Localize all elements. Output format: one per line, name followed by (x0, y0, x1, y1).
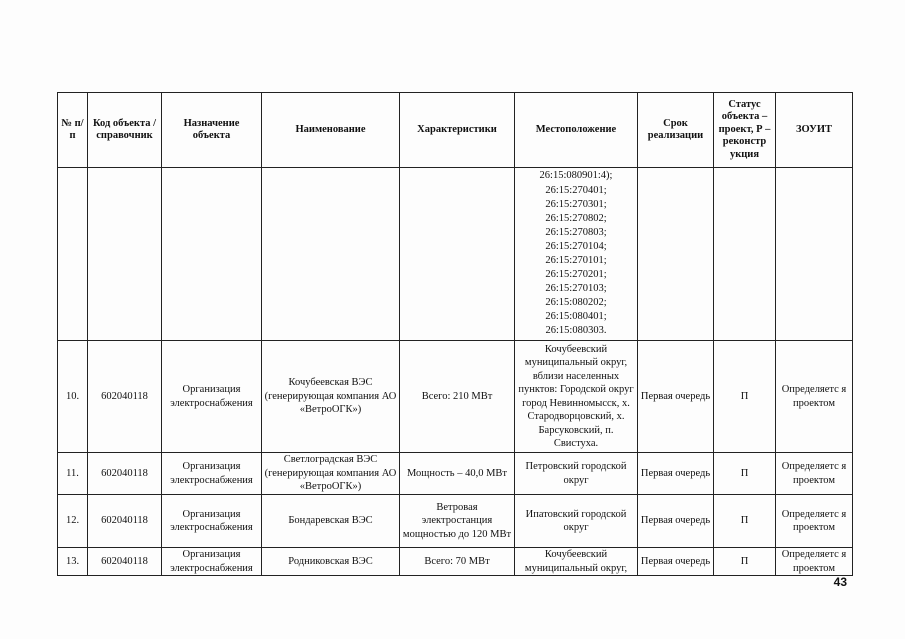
row-number: 13. (58, 548, 88, 576)
header-purpose: Назначение объекта (162, 93, 262, 168)
object-term: Первая очередь (638, 495, 714, 548)
cadastral-number: 26:15:080202; (545, 297, 607, 309)
empty-cell (58, 168, 88, 341)
object-purpose: Организация электроснабжения (162, 453, 262, 495)
row-number: 10. (58, 341, 88, 453)
table-row (58, 548, 853, 576)
cadastral-number: 26:15:270201; (545, 269, 607, 281)
header-zouit: ЗОУИТ (776, 93, 853, 168)
object-status: П (714, 453, 776, 495)
object-zouit: Определяетс я проектом (776, 341, 853, 453)
cadastral-number: 26:15:270101; (545, 255, 607, 266)
object-characteristics: Всего: 70 МВт (400, 548, 515, 576)
empty-cell (638, 168, 714, 341)
object-status: П (714, 495, 776, 548)
object-code: 602040118 (88, 341, 162, 453)
header-characteristics: Характеристики (400, 93, 515, 168)
object-zouit: Определяетс я проектом (776, 548, 853, 576)
cadastral-number: 26:15:080901:4); (539, 170, 613, 182)
objects-table (57, 92, 853, 576)
table-row (58, 453, 853, 495)
continuation-row (58, 168, 853, 341)
object-status: П (714, 341, 776, 453)
cadastral-number: 26:15:270401; (545, 184, 607, 196)
header-location: Местоположение (515, 93, 638, 168)
object-name: Бондаревская ВЭС (262, 495, 400, 548)
object-code: 602040118 (88, 495, 162, 548)
object-characteristics: Ветровая электростанция мощностью до 120 МВт (400, 495, 515, 548)
cadastral-number: 26:15:270803; (545, 226, 607, 238)
object-characteristics: Мощность – 40,0 МВт (400, 453, 515, 495)
table-row (58, 495, 853, 548)
header-name: Наименование (262, 93, 400, 168)
row-number: 11. (58, 453, 88, 495)
empty-cell (400, 168, 515, 341)
cadastral-number: 26:15:270104; (545, 240, 607, 252)
table-header-row (58, 93, 853, 168)
cadastral-number: 26:15:270802; (545, 212, 607, 224)
cadastral-number: 26:15:080303. (545, 325, 607, 337)
object-name: Родниковская ВЭС (262, 548, 400, 576)
page-number: 43 (833, 575, 847, 589)
object-name: Светлоградская ВЭС (генерирующая компания АО «ВетроОГК») (262, 453, 400, 495)
object-zouit: Определяетс я проектом (776, 495, 853, 548)
table-row (58, 341, 853, 453)
object-location: Петровский городской округ (515, 453, 638, 495)
header-number: № п/п (58, 93, 88, 168)
empty-cell (262, 168, 400, 341)
header-term: Срок реализации (638, 93, 714, 168)
object-term: Первая очередь (638, 341, 714, 453)
object-purpose: Организация электроснабжения (162, 548, 262, 576)
empty-cell (162, 168, 262, 341)
cadastral-list (515, 168, 638, 341)
object-location: Кочубеевский муниципальный округ, вблизи населенных пунктов: Городской округ город Невинномысск, х. Стародворцовский, х. Барсуковский, п. Свистуха. (515, 341, 638, 453)
empty-cell (88, 168, 162, 341)
object-purpose: Организация электроснабжения (162, 495, 262, 548)
empty-cell (714, 168, 776, 341)
object-code: 602040118 (88, 548, 162, 576)
object-purpose: Организация электроснабжения (162, 341, 262, 453)
object-status: П (714, 548, 776, 576)
header-code: Код объекта / справочник (88, 93, 162, 168)
object-term: Первая очередь (638, 453, 714, 495)
row-number: 12. (58, 495, 88, 548)
object-zouit: Определяетс я проектом (776, 453, 853, 495)
object-location: Кочубеевский муниципальный округ, (515, 548, 638, 576)
object-location: Ипатовский городской округ (515, 495, 638, 548)
empty-cell (776, 168, 853, 341)
object-code: 602040118 (88, 453, 162, 495)
header-status: Статус объекта – проект, Р – реконстр укция (714, 93, 776, 168)
cadastral-number: 26:15:270103; (545, 283, 607, 295)
object-term: Первая очередь (638, 548, 714, 576)
object-characteristics: Всего: 210 МВт (400, 341, 515, 453)
cadastral-number: 26:15:270301; (545, 198, 607, 210)
cadastral-number: 26:15:080401; (545, 311, 607, 323)
object-name: Кочубеевская ВЭС (генерирующая компания АО «ВетроОГК») (262, 341, 400, 453)
